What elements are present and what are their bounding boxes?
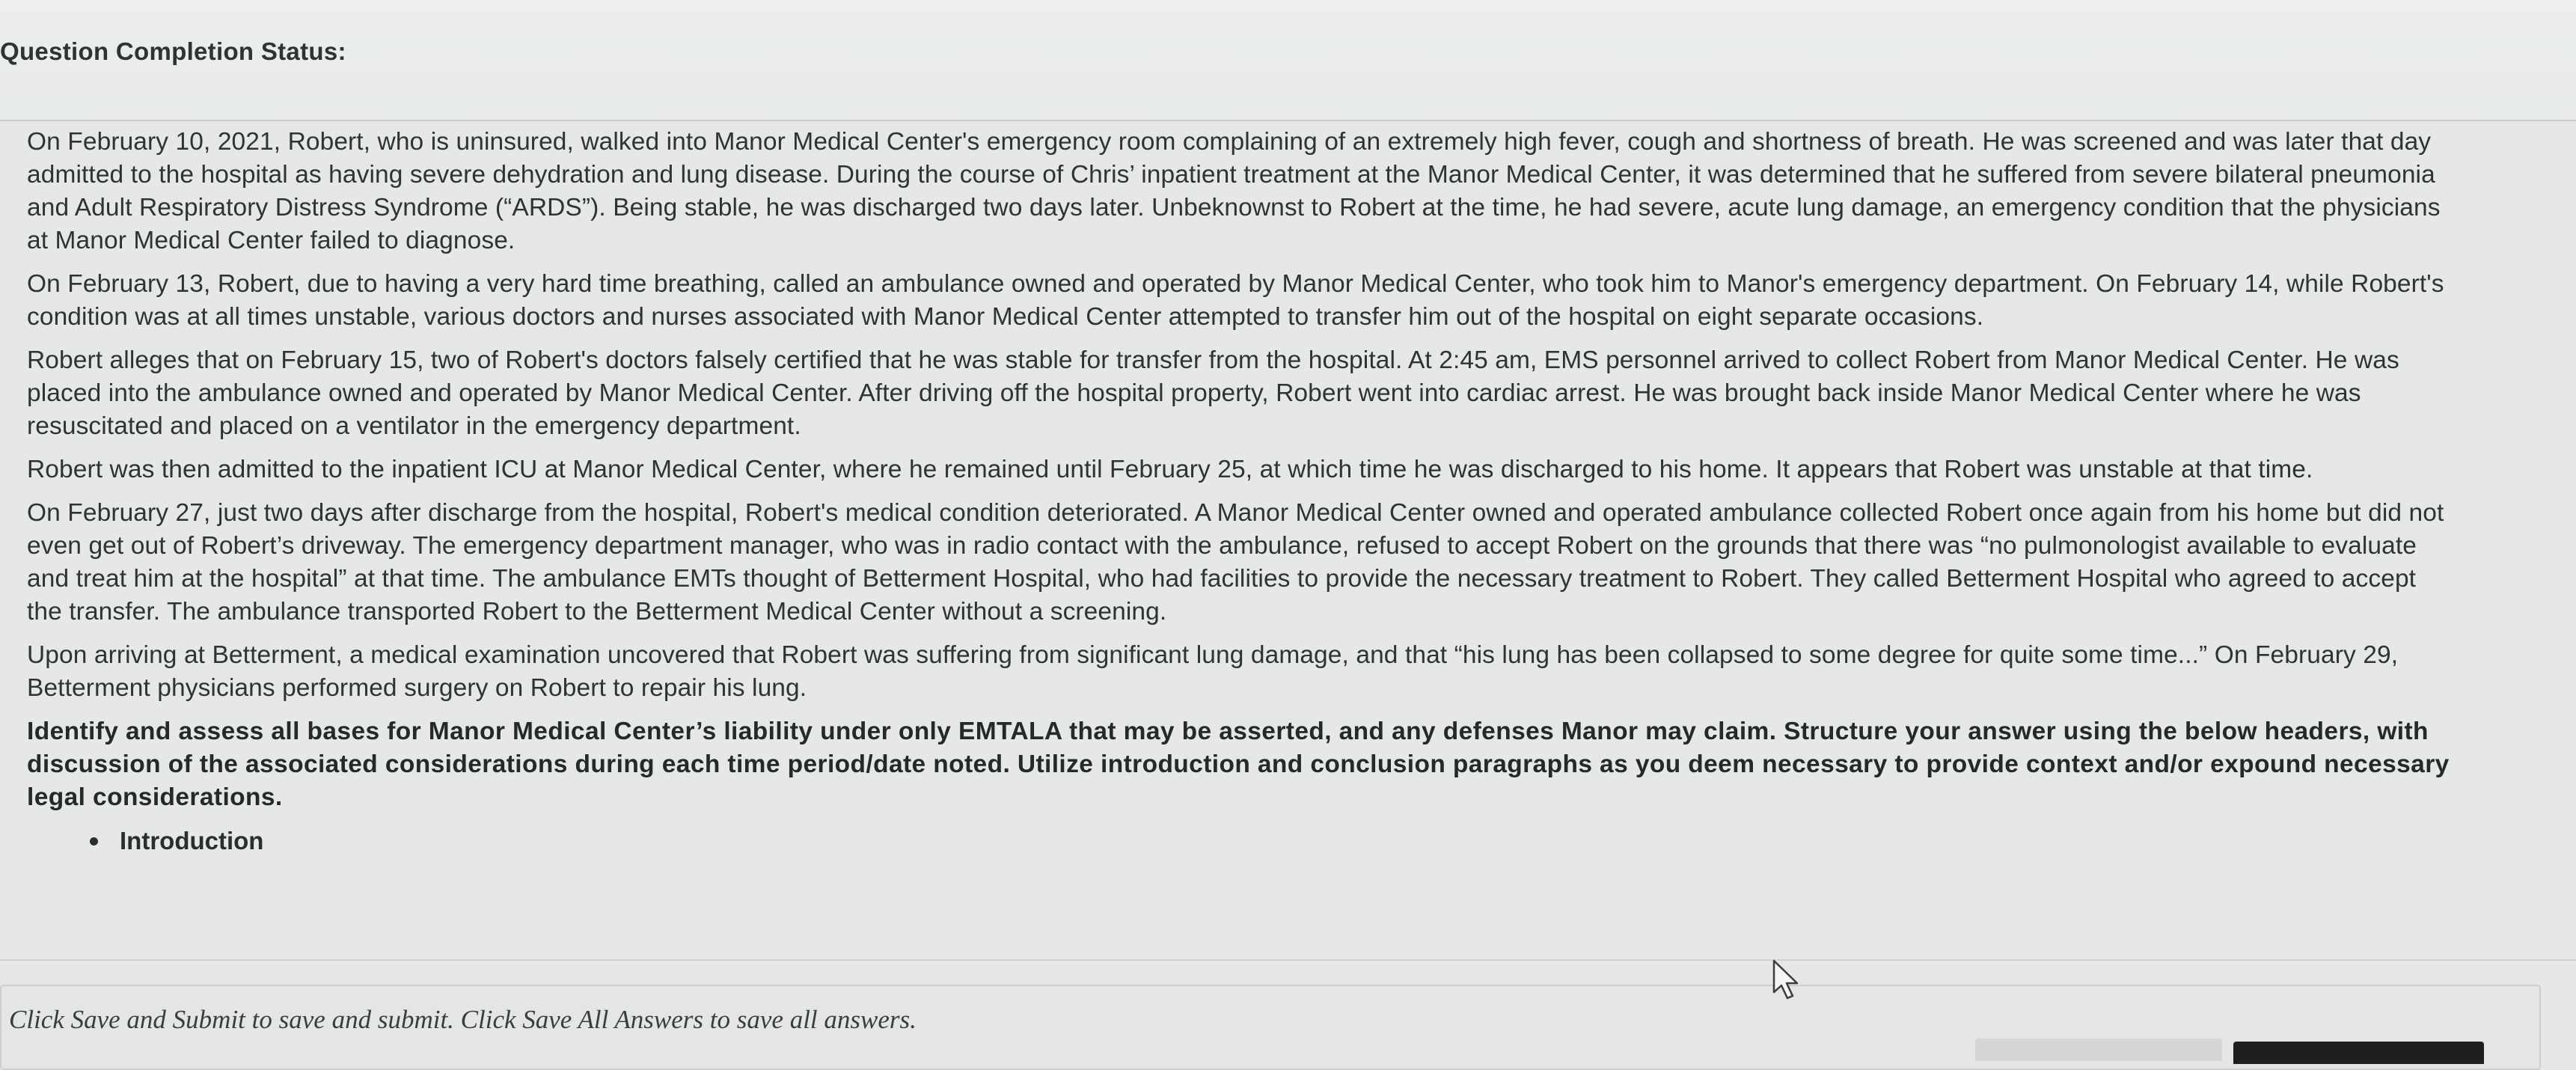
- answer-headers-list: [27, 825, 2451, 857]
- question-body: [27, 126, 2451, 857]
- mouse-pointer-icon: [1772, 959, 1802, 1001]
- bullet-dot-icon: [90, 837, 98, 846]
- scenario-paragraph: On February 10, 2021, Robert, who is uninsured, walked into Manor Medical Center's emergency room complaining of an extremely high fever, cough and shortness of breath. He was screened and was later that day admitted to the hospital as having severe dehydration and lung disease. During the course of Chris’ inpatient treatment at the Manor Medical Center, it was determined that he suffered from severe bilateral pneumonia and Adult Respiratory Distress Syndrome (“ARDS”). Being stable, he was discharged two days later. Unbeknownst to Robert at the time, he had severe, acute lung damage, an emergency condition that the physicians at Manor Medical Center failed to diagnose.: [27, 128, 2441, 254]
- scenario-paragraph: On February 13, Robert, due to having a very hard time breathing, called an ambulance owned and operated by Manor Medical Center, who took him to Manor's emergency department. On February 14, while Robert's condition was at all times unstable, various doctors and nurses associated with Manor Medical Center attempted to transfer him out of the hospital on eight separate occasions.: [27, 270, 2444, 331]
- content-divider: [0, 959, 2576, 961]
- save-all-answers-button[interactable]: [1975, 1039, 2222, 1061]
- question-completion-status-bar: [0, 0, 2576, 121]
- save-and-submit-button[interactable]: [2233, 1042, 2484, 1064]
- scenario-paragraph: Robert alleges that on February 15, two of Robert's doctors falsely certified that he was stable for transfer from the hospital. At 2:45 am, EMS personnel arrived to collect Robert from Manor Medical Center. He was placed into the ambulance owned and operated by Manor Medical Center. After driving off the hospital property, Robert went into cardiac arrest. He was brought back inside Manor Medical Center where he was resuscitated and placed on a ventilator in the emergency department.: [27, 346, 2399, 440]
- answer-header-item: [27, 825, 2451, 857]
- scenario-paragraph: Robert was then admitted to the inpatient ICU at Manor Medical Center, where he remained until February 25, at which time he was discharged to his home. It appears that Robert was unstable at that time.: [27, 456, 2313, 483]
- question-instruction: Identify and assess all bases for Manor Medical Center’s liability under only EMTALA that may be asserted, and any defenses Manor may claim. Structure your answer using the below headers, with discussion of the associated considerations during each time period/date noted. Utilize introduction and conclusion paragraphs as you deem necessary to provide context and/or expound necessary legal considerations.: [27, 718, 2450, 811]
- scenario-paragraph: Upon arriving at Betterment, a medical examination uncovered that Robert was suffering from significant lung damage, and that “his lung has been collapsed to some degree for quite some time...” On February 29, Betterment physicians performed surgery on Robert to repair his lung.: [27, 641, 2399, 702]
- question-completion-status-label: Question Completion Status:: [0, 37, 346, 65]
- save-instructions-note: Click Save and Submit to save and submit. Click Save All Answers to save all answers.: [9, 1005, 917, 1034]
- answer-header-label: Introduction: [120, 827, 264, 855]
- scenario-paragraph: On February 27, just two days after discharge from the hospital, Robert's medical condition deteriorated. A Manor Medical Center owned and operated ambulance collected Robert once again from his home but did not even get out of Robert’s driveway. The emergency department manager, who was in radio contact with the ambulance, refused to accept Robert on the grounds that there was “no pulmonologist available to evaluate and treat him at the hospital” at that time. The ambulance EMTs thought of Betterment Hospital, who had facilities to provide the necessary treatment to Robert. They called Betterment Hospital who agreed to accept the transfer. The ambulance transported Robert to the Betterment Medical Center without a screening.: [27, 499, 2444, 626]
